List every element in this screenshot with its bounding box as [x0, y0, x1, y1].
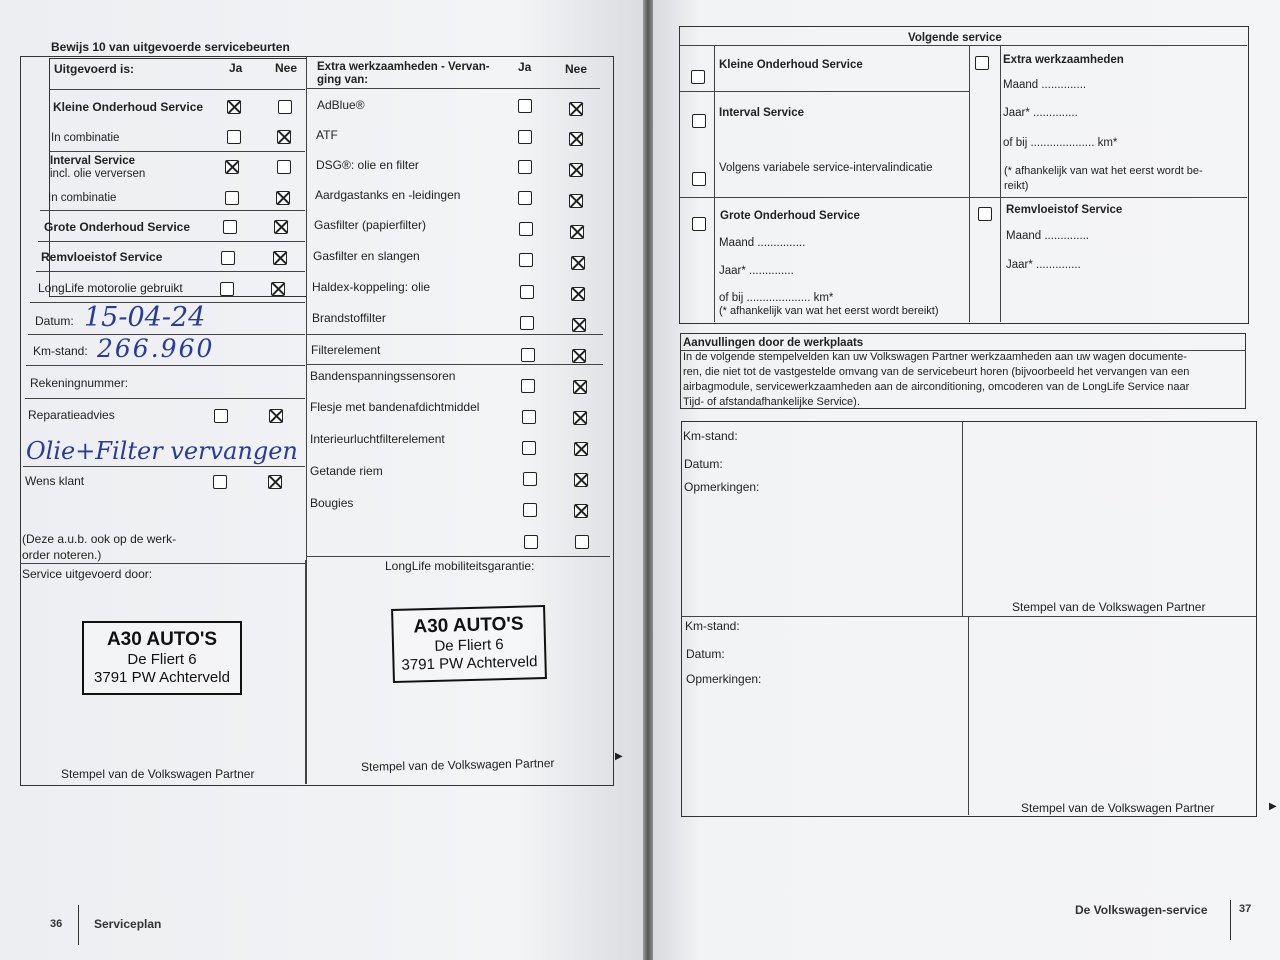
- checkbox-flesje-nee[interactable]: [573, 411, 587, 425]
- row-incombinatie2-label: In combinatie: [48, 192, 117, 204]
- checkbox-aardgas-nee[interactable]: [569, 194, 583, 208]
- next-kleine-label: Kleine Onderhoud Service: [719, 59, 863, 71]
- checkbox-adblue-nee[interactable]: [569, 102, 583, 116]
- next-extra-title: Extra werkzaamheden: [1003, 54, 1124, 66]
- checkbox-atf-nee[interactable]: [569, 132, 583, 146]
- row-atf-label: ATF: [316, 128, 338, 142]
- dealer-stamp-1: A30 AUTO'S De Fliert 6 3791 PW Achterveld: [82, 621, 242, 695]
- aanvullingen-text-1: In de volgende stempelvelden kan uw Volkswagen Partner werkzaamheden aan uw wagen documente-: [683, 351, 1187, 363]
- checkbox-next-kleine[interactable]: [691, 70, 705, 84]
- checkbox-reparatie-ja[interactable]: [214, 409, 228, 423]
- checkbox-gasfilter-nee[interactable]: [570, 225, 584, 239]
- row-incombinatie-label: In combinatie: [51, 132, 120, 144]
- checkbox-remvloeistof-ja[interactable]: [221, 251, 235, 265]
- reparatie-handwritten: Olie+Filter vervangen: [26, 437, 298, 465]
- col2-header-1: Extra werkzaamheden - Vervan-: [317, 61, 490, 73]
- volgende-title: Volgende service: [908, 32, 1002, 44]
- checkbox-brandstoffilter-nee[interactable]: [572, 318, 586, 332]
- row-grote-label: Grote Onderhoud Service: [44, 220, 191, 234]
- checkbox-kleine-ja[interactable]: [227, 100, 241, 114]
- checkbox-atf-ja[interactable]: [518, 130, 532, 144]
- next-rem-jaar: Jaar* ..............: [1006, 259, 1081, 271]
- checkbox-adblue-ja[interactable]: [518, 99, 532, 113]
- checkbox-wens-ja[interactable]: [213, 475, 227, 489]
- grid2-km-label: Km-stand:: [685, 619, 740, 633]
- checkbox-haldex-nee[interactable]: [571, 287, 585, 301]
- next-extra-ofbij: of bij .................... km*: [1003, 137, 1118, 149]
- aanvullingen-title: Aanvullingen door de werkplaats: [683, 337, 864, 349]
- checkbox-aardgas-ja[interactable]: [518, 191, 532, 205]
- checkbox-banden-nee[interactable]: [573, 380, 587, 394]
- checkbox-longlife-ja[interactable]: [220, 282, 234, 296]
- checkbox-gasfilterslangen-ja[interactable]: [519, 253, 533, 267]
- checkbox-interieur-ja[interactable]: [522, 441, 536, 455]
- next-variabele-label: Volgens variabele service-intervalindicatie: [719, 162, 933, 174]
- checkbox-brandstoffilter-ja[interactable]: [520, 316, 534, 330]
- uitgevoerd-door-label: Service uitgevoerd door:: [22, 567, 153, 581]
- arrow-right-icon: ▶: [615, 751, 623, 762]
- row-filterelement-label: Filterelement: [311, 343, 381, 357]
- page-number-right: 37: [1239, 903, 1252, 915]
- next-rem-maand: Maand ..............: [1006, 230, 1090, 242]
- row-banden-label: Bandenspanningssensoren: [310, 369, 456, 383]
- row-bougies-label: Bougies: [310, 496, 354, 510]
- reparatie-label: Reparatieadvies: [28, 408, 115, 422]
- col1-ja: Ja: [229, 61, 243, 75]
- checkbox-wens-nee[interactable]: [268, 475, 282, 489]
- mobiliteit-label: LongLife mobiliteitsgarantie:: [385, 559, 535, 573]
- row-gasfilterslangen-label: Gasfilter en slangen: [313, 249, 420, 263]
- checkbox-gasfilter-ja[interactable]: [519, 222, 533, 236]
- checkbox-bougies-nee[interactable]: [574, 504, 588, 518]
- checkbox-incombinatie1-nee[interactable]: [277, 130, 291, 144]
- next-grote-label: Grote Onderhoud Service: [720, 210, 860, 222]
- km-handwritten: 266.960: [97, 334, 215, 363]
- grid1-km-label: Km-stand:: [683, 429, 738, 443]
- col2-ja: Ja: [518, 60, 532, 74]
- grid2-stempel-label: Stempel van de Volkswagen Partner: [1021, 801, 1215, 815]
- next-extra-maand: Maand ..............: [1003, 79, 1087, 91]
- row-flesje-label: Flesje met bandenafdichtmiddel: [310, 400, 480, 414]
- dealer-stamp-2: A30 AUTO'S De Fliert 6 3791 PW Achterveld: [391, 605, 547, 683]
- grid1-opmerkingen-label: Opmerkingen:: [684, 480, 760, 494]
- next-rem-label: Remvloeistof Service: [1006, 204, 1123, 216]
- row-haldex-label: Haldex-koppeling: olie: [312, 280, 431, 294]
- footer-title: De Volkswagen-service: [1075, 903, 1208, 917]
- werkorder-note-1: (Deze a.u.b. ook op de werk-: [22, 532, 177, 546]
- checkbox-next-remvloeistof[interactable]: [978, 207, 992, 221]
- row-getanderiem-label: Getande riem: [310, 464, 383, 478]
- next-grote-jaar: Jaar* ..............: [719, 265, 794, 277]
- grid1-datum-label: Datum:: [684, 457, 723, 471]
- row-adblue-label: AdBlue®: [317, 98, 365, 112]
- grid1-stempel-label: Stempel van de Volkswagen Partner: [1012, 600, 1206, 614]
- next-interval-label: Interval Service: [719, 107, 805, 119]
- checkbox-dsg-nee[interactable]: [569, 163, 583, 177]
- row-kleine-label: Kleine Onderhoud Service: [53, 100, 204, 114]
- checkbox-bougies-ja[interactable]: [523, 503, 537, 517]
- row-aardgas-label: Aardgastanks en -leidingen: [315, 188, 461, 202]
- stempel-grid: [681, 421, 1257, 817]
- checkbox-longlife-nee[interactable]: [271, 282, 285, 296]
- rekening-label: Rekeningnummer:: [30, 376, 129, 390]
- checkbox-filterelement-ja[interactable]: [521, 348, 535, 362]
- next-extra-note-1: (* afhankelijk van wat het eerst wordt be-: [1004, 165, 1203, 177]
- next-grote-note: (* afhankelijk van wat het eerst wordt bereikt): [719, 305, 939, 317]
- checkbox-incombinatie2-nee[interactable]: [276, 191, 290, 205]
- stempel-label-1: Stempel van de Volkswagen Partner: [61, 767, 255, 781]
- checkbox-incombinatie2-ja[interactable]: [225, 191, 239, 205]
- form-title: Bewijs 10 van uitgevoerde servicebeurten: [51, 40, 290, 54]
- checkbox-banden-ja[interactable]: [521, 379, 535, 393]
- checkbox-interval-nee[interactable]: [277, 160, 291, 174]
- checkbox-interval-ja[interactable]: [225, 160, 239, 174]
- checkbox-blank-ja[interactable]: [524, 535, 538, 549]
- checkbox-blank-nee[interactable]: [575, 535, 589, 549]
- datum-label: Datum:: [35, 314, 74, 328]
- checkbox-incombinatie1-ja[interactable]: [227, 130, 241, 144]
- checkbox-grote-ja[interactable]: [223, 220, 237, 234]
- stempel-label-2: Stempel van de Volkswagen Partner: [360, 755, 555, 775]
- checkbox-grote-nee[interactable]: [274, 220, 288, 234]
- checkbox-getanderiem-nee[interactable]: [574, 473, 588, 487]
- checkbox-dsg-ja[interactable]: [518, 160, 532, 174]
- aanvullingen-text-4: Tijd- of afstandafhankelijke Service).: [683, 396, 860, 408]
- checkbox-gasfilterslangen-nee[interactable]: [571, 256, 585, 270]
- checkbox-next-grote[interactable]: [692, 217, 706, 231]
- row-brandstoffilter-label: Brandstoffilter: [312, 311, 386, 325]
- checkbox-interieur-nee[interactable]: [574, 442, 588, 456]
- next-extra-jaar: Jaar* ..............: [1003, 107, 1078, 119]
- row-gasfilter-label: Gasfilter (papierfilter): [314, 218, 427, 232]
- werkorder-note-2: order noteren.): [22, 548, 102, 562]
- row-interval-sub: incl. olie verversen: [50, 168, 146, 180]
- col2-nee: Nee: [565, 62, 588, 76]
- row-dsg-label: DSG®: olie en filter: [316, 158, 419, 172]
- section-label: Serviceplan: [94, 917, 162, 931]
- grid2-datum-label: Datum:: [686, 647, 725, 661]
- checkbox-flesje-ja[interactable]: [522, 410, 536, 424]
- checkbox-getanderiem-ja[interactable]: [523, 472, 537, 486]
- row-interieur-label: Interieurluchtfilterelement: [310, 432, 445, 446]
- checkbox-reparatie-nee[interactable]: [269, 409, 283, 423]
- page-number-left: 36: [50, 918, 63, 930]
- grid2-opmerkingen-label: Opmerkingen:: [686, 672, 762, 686]
- aanvullingen-text-2: ren, die niet tot de vastgestelde omvang van de servicebeurt horen (bijvoorbeeld het vervangen van een: [683, 366, 1190, 378]
- col2-header-2: ging van:: [317, 74, 369, 86]
- km-label: Km-stand:: [33, 344, 88, 358]
- checkbox-kleine-nee[interactable]: [278, 100, 292, 114]
- next-grote-ofbij: of bij .................... km*: [719, 292, 834, 304]
- next-extra-note-2: reikt): [1004, 180, 1029, 192]
- col1-nee: Nee: [275, 61, 298, 75]
- checkbox-haldex-ja[interactable]: [520, 285, 534, 299]
- aanvullingen-text-3: airbagmodule, servicewerkzaamheden aan de airconditioning, omcoderen van de LongLife Service naar: [683, 381, 1190, 393]
- wens-label: Wens klant: [25, 474, 85, 488]
- row-interval-label: Interval Service: [50, 155, 136, 167]
- arrow-right-icon: ▶: [1269, 801, 1277, 812]
- row-remvloeistof-label: Remvloeistof Service: [41, 250, 163, 264]
- col1-header: Uitgevoerd is:: [54, 62, 135, 76]
- checkbox-remvloeistof-nee[interactable]: [273, 251, 287, 265]
- right-page: [650, 0, 1280, 960]
- checkbox-next-variabele[interactable]: [692, 172, 706, 186]
- row-longlife-label: LongLife motorolie gebruikt: [38, 281, 183, 295]
- next-grote-maand: Maand ...............: [719, 237, 806, 249]
- checkbox-filterelement-nee[interactable]: [572, 349, 586, 363]
- checkbox-next-interval[interactable]: [692, 114, 706, 128]
- book-spine: [643, 0, 653, 960]
- checkbox-next-extra[interactable]: [975, 56, 989, 70]
- datum-handwritten: 15-04-24: [84, 302, 206, 333]
